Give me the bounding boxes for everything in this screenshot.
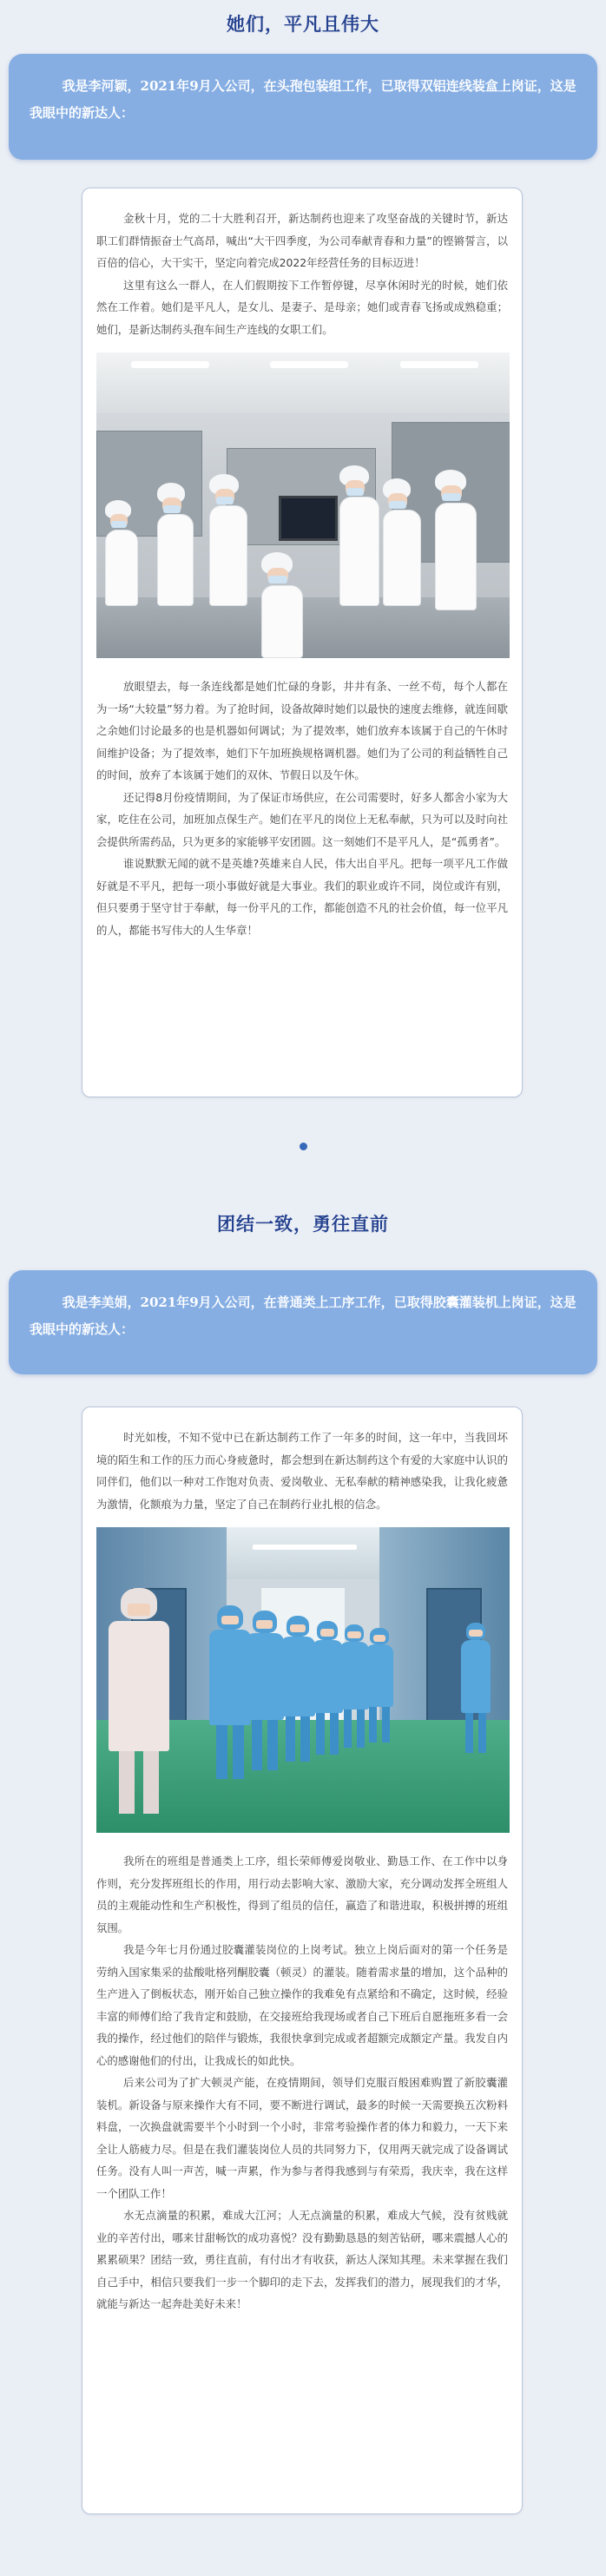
section1-card	[82, 188, 523, 1097]
section2-paragraph: 我是今年七月份通过胶囊灌装岗位的上岗考试。独立上岗后面对的第一个任务是劳纳入国家集采的盐酸吡格列酮胶囊（顿灵）的灌装。随着需求量的增加，这个品种的生产进入了倒板状态，刚开始自己独立操作的我难免有点紧给和不确定，这时候，经验丰富的师傅们给了我肯定和鼓励，在交接班给我现场或者自己下班后自愿拖班多看一会我的操作，经过他们的陪伴与锻炼，我很快拿到完成或者超额完成额定产量。我发自内心的感谢他们的付出，让我成长的如此快。	[96, 1943, 508, 2067]
section2-card	[82, 1407, 523, 2514]
workers-lab-photo	[96, 352, 510, 658]
section2-paragraph: 水无点滴量的积累，难成大江河；人无点滴量的积累，难成大气候，没有贫贱就业的辛苦付出，哪来甘甜畅饮的成功喜悦？没有勤勤恳恳的刻苦钻研，哪来震撼人心的累累硕果？团结一致，勇往直前，有付出才有收获，新达人深知其理。未来掌握在我们自己手中，相信只要我们一步一个脚印的走下去，发挥我们的潜力，展现我们的才华，就能与新达一起奔赴美好未来！	[96, 2209, 508, 2310]
section1-paragraph: 金秋十月，党的二十大胜利召开，新达制药也迎来了攻坚奋战的关键时节，新达职工们群情振奋士气高昂，喊出“大干四季度，为公司奉献青春和力量”的铿锵誓言，以百倍的信心，大干实干，坚定向着完成2022年经营任务的目标迈进！	[96, 212, 508, 269]
section2-paragraph: 我所在的班组是普通类上工序，组长荣师傅爱岗敬业、勤恳工作、在工作中以身作则，充分发挥班组长的作用，用行动去影响大家、激励大家，充分调动发挥全班组人员的主观能动性和生产积极性，得到了组员的信任，赢造了和谐进取，积极拼搏的班组氛围。	[96, 1855, 508, 1934]
section1-title: 她们，平凡且伟大	[227, 13, 379, 35]
section1-paragraph: 放眼望去，每一条连线都是她们忙碌的身影，井井有条、一丝不苟，每个人都在为一场“大较量”努力着。为了抢时间，设备故障时她们以最快的速度去维修，就连间歇之余她们讨论最多的也是机器如何调试；为了提效率，她们放弃本该属于自己的午休时间维护设备；为了提效率，她们下午加班换规格调机器。她们为了公司的利益牺牲自己的时间，放弃了本该属于她们的双休、节假日以及午休。	[96, 680, 508, 781]
section2-paragraph: 时光如梭，不知不觉中已在新达制药工作了一年多的时间，这一年中，当我回坏境的陌生和工作的压力而心身疲惫时，都会想到在新达制药这个有爱的大家庭中认识的同伴们，他们以一种对工作饱对负责、爱岗敬业、无私奉献的精神感染我，让我化疲惫为激情，化额痕为力量，坚定了自己在制药行业扎根的信念。	[96, 1431, 508, 1511]
section1-paragraph: 这里有这么一群人，在人们假期按下工作暂停键，尽享休闲时光的时候，她们依然在工作着。她们是平凡人，是女儿、是妻子、是母亲；她们或青春飞扬或成熟稳重；她们，是新达制药头孢车间生产连线的女职工们。	[96, 278, 508, 336]
section2-banner: 我是李美娟，2021年9月入公司，在普通类上工序工作，已取得胶囊灌装机上岗证，这是我眼中的新达人：	[9, 1270, 597, 1374]
cleanroom-corridor-photo	[96, 1527, 510, 1833]
section1-paragraph: 还记得8月份疫情期间，为了保证市场供应，在公司需要时，好多人都舍小家为大家，吃住在公司，加班加点保生产。她们在平凡的岗位上无私奉献，只为可以及时向社会提供所需药品，只为更多的家能够平安团圆。这一刻她们不是平凡人，是“孤勇者”。	[96, 790, 508, 848]
section2-paragraph: 后来公司为了扩大顿灵产能，在疫情期间，领导们克服百般困难购置了新胶囊灌装机。新设备与原来操作大有不同，要不断进行调试，最多的时候一天需要换五次粉料料盘，一次换盘就需要半个小时到一个小时，非常考验操作者的体力和毅力，一天下来全让人筋疲力尽。但是在我们灌装岗位人员的共同努力下，仅用两天就完成了设备调试任务。没有人叫一声苦，喊一声累，作为参与者得我感到与有荣焉，我庆幸，我在这样一个团队工作！	[96, 2076, 508, 2200]
section2-title: 团结一致，勇往直前	[217, 1213, 389, 1235]
section1-banner: 我是李河颖，2021年9月入公司，在头孢包装组工作，已取得双铝连线装盒上岗证，这是我眼中的新达人：	[9, 54, 597, 160]
section-divider-dot	[300, 1143, 307, 1150]
section1-paragraph: 谁说默默无闻的就不是英雄?英雄来自人民，伟大出自平凡。把每一项平凡工作做好就是不平凡，把每一项小事做好就是大事业。我们的职业或许不同，岗位或许有别，但只要勇于坚守甘于奉献，每一份平凡的工作，都能创造不凡的社会价值，每一位平凡的人，都能书写伟大的人生华章！	[96, 857, 508, 937]
